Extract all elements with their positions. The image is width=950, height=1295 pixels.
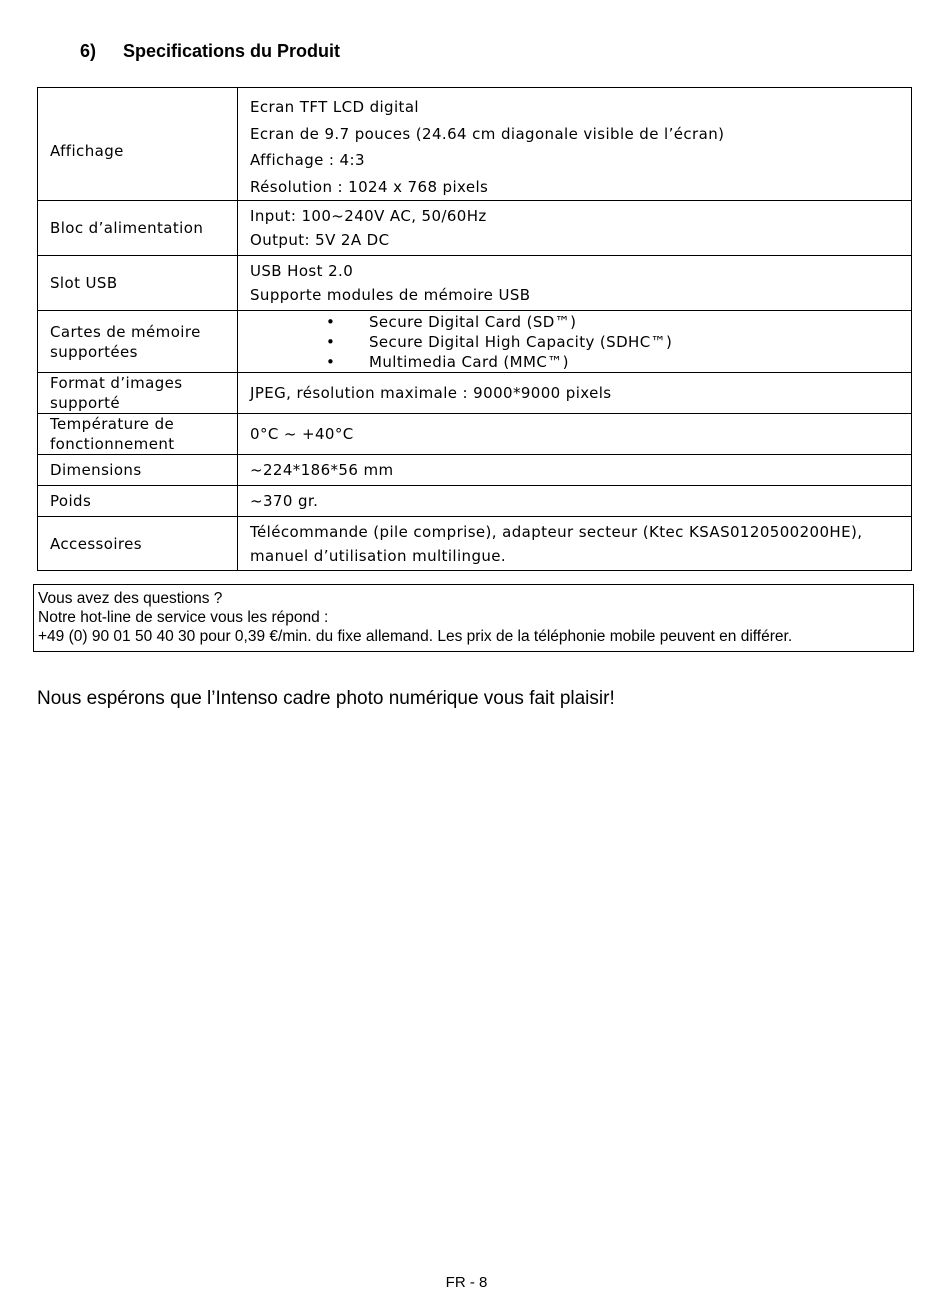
spec-line: Télécommande (pile comprise), adapteur secteur (Ktec KSAS0120500200HE), xyxy=(250,522,863,541)
hotline-box xyxy=(33,584,914,652)
spec-line: Supporte modules de mémoire USB xyxy=(250,286,531,304)
hotline-intro: Notre hot-line de service vous les répond : xyxy=(38,609,329,626)
spec-value xyxy=(238,201,912,256)
spec-line: Ecran de 9.7 pouces (24.64 cm diagonale visible de l’écran) xyxy=(250,124,725,143)
bullet-text: Secure Digital High Capacity (SDHC™) xyxy=(369,332,673,351)
list-item xyxy=(250,352,899,372)
spec-label: Bloc d’alimentation xyxy=(38,201,238,256)
hotline-question: Vous avez des questions ? xyxy=(38,590,223,607)
bullet-icon: • xyxy=(326,332,336,351)
section-heading xyxy=(80,41,340,62)
spec-line: Résolution : 1024 x 768 pixels xyxy=(250,177,489,196)
list-item xyxy=(250,332,899,352)
spec-value xyxy=(238,88,912,201)
page-number: FR - 8 xyxy=(445,1274,488,1291)
spec-line: Affichage : 4:3 xyxy=(250,151,365,169)
hotline-number: +49 (0) 90 01 50 40 30 pour 0,39 €/min. du fixe allemand. Les prix de la téléphonie mobile peuvent en différer. xyxy=(38,628,793,645)
closing-message: Nous espérons que l’Intenso cadre photo numérique vous fait plaisir! xyxy=(37,688,615,709)
bullet-text: Secure Digital Card (SD™) xyxy=(369,312,577,331)
table-row xyxy=(38,455,912,486)
list-item xyxy=(250,312,899,332)
spec-label: Accessoires xyxy=(38,517,238,571)
spec-label: Poids xyxy=(38,486,238,517)
spec-line: Ecran TFT LCD digital xyxy=(250,98,419,116)
spec-value: ~370 gr. xyxy=(238,486,912,517)
spec-label: Cartes de mémoire supportées xyxy=(38,311,238,373)
spec-line: manuel d’utilisation multilingue. xyxy=(250,546,507,565)
table-row xyxy=(38,201,912,256)
bullet-icon: • xyxy=(326,352,336,371)
table-row xyxy=(38,311,912,373)
spec-line: Input: 100~240V AC, 50/60Hz xyxy=(250,207,487,225)
bullet-text: Multimedia Card (MMC™) xyxy=(369,352,569,371)
spec-value xyxy=(238,311,912,373)
spec-line: Output: 5V 2A DC xyxy=(250,231,390,249)
bullet-list xyxy=(250,312,899,372)
spec-label: Température de fonctionnement xyxy=(38,414,238,455)
section-number: 6) xyxy=(80,41,97,61)
spec-label: Format d’images supporté xyxy=(38,373,238,414)
table-row xyxy=(38,88,912,201)
spec-line: USB Host 2.0 xyxy=(250,262,354,280)
spec-label: Slot USB xyxy=(38,256,238,311)
spec-value xyxy=(238,256,912,311)
table-row xyxy=(38,414,912,455)
table-row xyxy=(38,373,912,414)
spec-value: JPEG, résolution maximale : 9000*9000 pixels xyxy=(238,373,912,414)
spec-label: Affichage xyxy=(38,88,238,201)
spec-label: Dimensions xyxy=(38,455,238,486)
spec-value xyxy=(238,517,912,571)
specifications-table xyxy=(37,87,912,571)
bullet-icon: • xyxy=(326,312,336,331)
table-row xyxy=(38,486,912,517)
table-row xyxy=(38,256,912,311)
spec-value: 0°C ~ +40°C xyxy=(238,414,912,455)
section-title: Specifications du Produit xyxy=(123,41,341,61)
table-row xyxy=(38,517,912,571)
spec-value: ~224*186*56 mm xyxy=(238,455,912,486)
